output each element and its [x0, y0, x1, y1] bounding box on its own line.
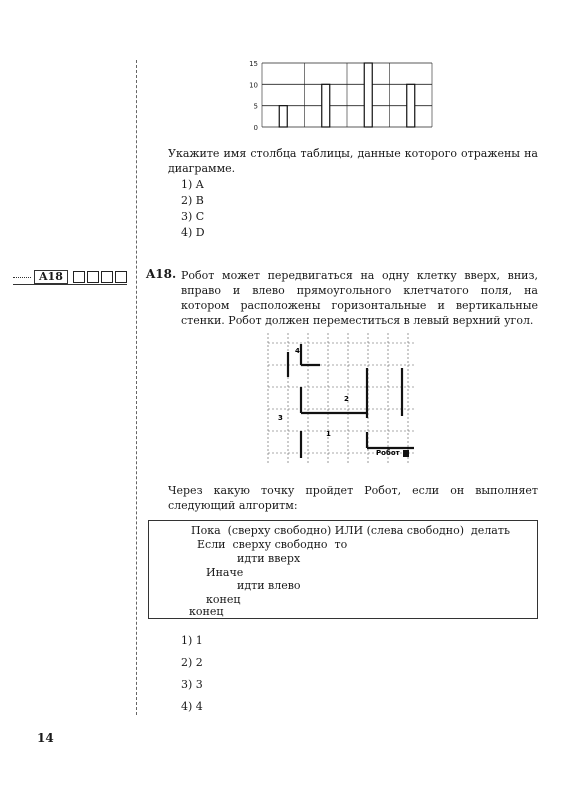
algo-line-5: идти влево — [237, 579, 301, 592]
prev-option-3: 3) C — [181, 210, 205, 223]
y-tick-label: 5 — [253, 102, 258, 111]
algo-line-6: конец — [206, 593, 241, 606]
a18-option-4: 4) 4 — [181, 700, 203, 713]
bar — [279, 106, 287, 127]
maze-point-3: 3 — [278, 414, 283, 422]
robot-maze — [264, 330, 420, 466]
prev-task-question: Укажите имя столбца таблицы, данные которого отражены на диаграмме. — [168, 147, 538, 175]
tag-rule — [13, 284, 127, 285]
answer-box-3[interactable] — [101, 271, 113, 283]
y-tick-label: 15 — [249, 60, 258, 68]
a18-question: Через какую точку пройдет Робот, если он выполняет следующий алгоритм: — [168, 484, 538, 512]
answer-box-1[interactable] — [73, 271, 85, 283]
a18-text: Робот может передвигаться на одну клетку вверх, вниз, вправо и влево прямоугольного клетчатого поля, на котором расположены горизонтальные и вертикальные стенки. Робот должен переместиться в левый верхний угол. — [181, 269, 538, 327]
a18-option-1: 1) 1 — [181, 634, 203, 647]
margin-line — [136, 60, 138, 715]
a18-side-label: A18 — [34, 270, 68, 284]
robot-label: Робот — [376, 449, 400, 457]
maze-point-1: 1 — [326, 430, 331, 438]
a18-answer-tag — [13, 270, 127, 284]
bar-chart — [240, 55, 440, 135]
a18-option-2: 2) 2 — [181, 656, 203, 669]
y-tick-label: 10 — [249, 81, 258, 90]
robot-marker — [403, 450, 409, 457]
tag-dots — [13, 277, 31, 278]
maze-point-2: 2 — [344, 395, 349, 403]
prev-option-4: 4) D — [181, 226, 205, 239]
algorithm-box — [148, 520, 538, 619]
bar — [322, 84, 330, 127]
prev-option-2: 2) B — [181, 194, 204, 207]
answer-box-2[interactable] — [87, 271, 99, 283]
algo-line-1: Пока (сверху свободно) ИЛИ (слева свободно) делать — [191, 524, 510, 537]
page-number: 14 — [37, 731, 54, 745]
maze-point-4: 4 — [295, 347, 300, 355]
algo-line-3: идти вверх — [237, 552, 301, 565]
algo-line-7: конец — [189, 605, 224, 618]
y-tick-label: 0 — [253, 124, 258, 132]
bar — [407, 84, 415, 127]
a18-option-3: 3) 3 — [181, 678, 203, 691]
answer-box-4[interactable] — [115, 271, 127, 283]
algo-line-4: Иначе — [206, 566, 244, 579]
a18-label: A18. — [146, 267, 177, 281]
algo-line-2: Если сверху свободно то — [197, 538, 348, 551]
bar — [364, 63, 372, 127]
prev-option-1: 1) A — [181, 178, 204, 191]
